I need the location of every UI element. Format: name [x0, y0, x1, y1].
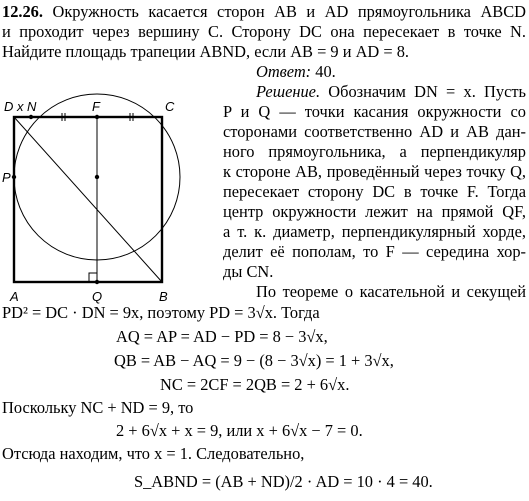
solution-line-1: [256, 82, 526, 102]
problem-number: 12.26.: [2, 2, 43, 21]
formula-1: PD² = DC · DN = 9x, поэтому PD = 3√x. Тогда: [2, 303, 320, 322]
formula-3: QB = AB − AQ = 9 − (8 − 3√x) = 1 + 3√x,: [114, 351, 394, 370]
geometry-figure: [0, 70, 222, 325]
solution-line-11: По теореме о касательной и секущей: [256, 282, 526, 301]
solution-line-6: пересекает сторону DC в точке F. Тогда: [223, 182, 526, 201]
solution-line-8: а т. к. диаметр, перпендикулярный хорде,: [223, 222, 526, 241]
answer: [256, 62, 336, 82]
answer-value: 40.: [315, 62, 336, 81]
solution-line-3: сторонами соответственно AD и AB дан-: [223, 122, 526, 141]
solution-line-10: ды CN.: [223, 262, 274, 281]
label-c: C: [165, 99, 175, 114]
answer-label: Ответ:: [256, 62, 312, 81]
label-q: Q: [92, 289, 103, 304]
text-since: Поскольку NC + ND = 9, то: [2, 398, 194, 417]
label-p: P: [2, 170, 11, 185]
point-center: [95, 175, 99, 179]
problem-line-3: Найдите площадь трапеции ABND, если AB = 9 и AD = 8.: [2, 42, 409, 61]
point-p: [12, 175, 16, 179]
point-q: [95, 280, 99, 284]
solution-label: Решение.: [256, 82, 321, 101]
problem-text-1: Окружность касается сторон AB и AD прямоугольника ABCD: [52, 2, 526, 21]
solution-line-4: ного прямоугольника, а перпендикуляр: [223, 142, 526, 161]
solution-line-5: к стороне AB, проведённый через точку Q,: [223, 162, 526, 181]
solution-line-7: центр окружности лежит на прямой QF,: [223, 202, 526, 221]
label-b: B: [159, 289, 168, 304]
label-n: N: [27, 99, 37, 114]
problem-line-1: [2, 2, 526, 22]
label-a: A: [10, 289, 19, 304]
formula-5: 2 + 6√x + x = 9, или x + 6√x − 7 = 0.: [116, 421, 363, 440]
diagonal-db: [14, 117, 162, 282]
label-f: F: [92, 99, 100, 114]
formula-4: NC = 2CF = 2QB = 2 + 6√x.: [160, 375, 350, 394]
label-x: x: [17, 99, 24, 114]
point-f: [95, 115, 99, 119]
problem-line-2: и проходит через вершину C. Сторону DC она пересекает в точке N.: [2, 22, 526, 41]
formula-6: S_ABND = (AB + ND)/2 · AD = 10 · 4 = 40.: [134, 472, 433, 491]
solution-text-1: Обозначим DN = x. Пусть: [328, 82, 526, 101]
solution-line-2: P и Q — точки касания окружности со: [223, 102, 526, 121]
text-hence: Отсюда находим, что x = 1. Следовательно,: [2, 444, 305, 463]
label-d: D: [4, 99, 14, 114]
formula-2: AQ = AP = AD − PD = 8 − 3√x,: [116, 327, 328, 346]
solution-line-9: делит её пополам, то F — середина хор-: [223, 242, 526, 261]
point-n: [29, 115, 33, 119]
